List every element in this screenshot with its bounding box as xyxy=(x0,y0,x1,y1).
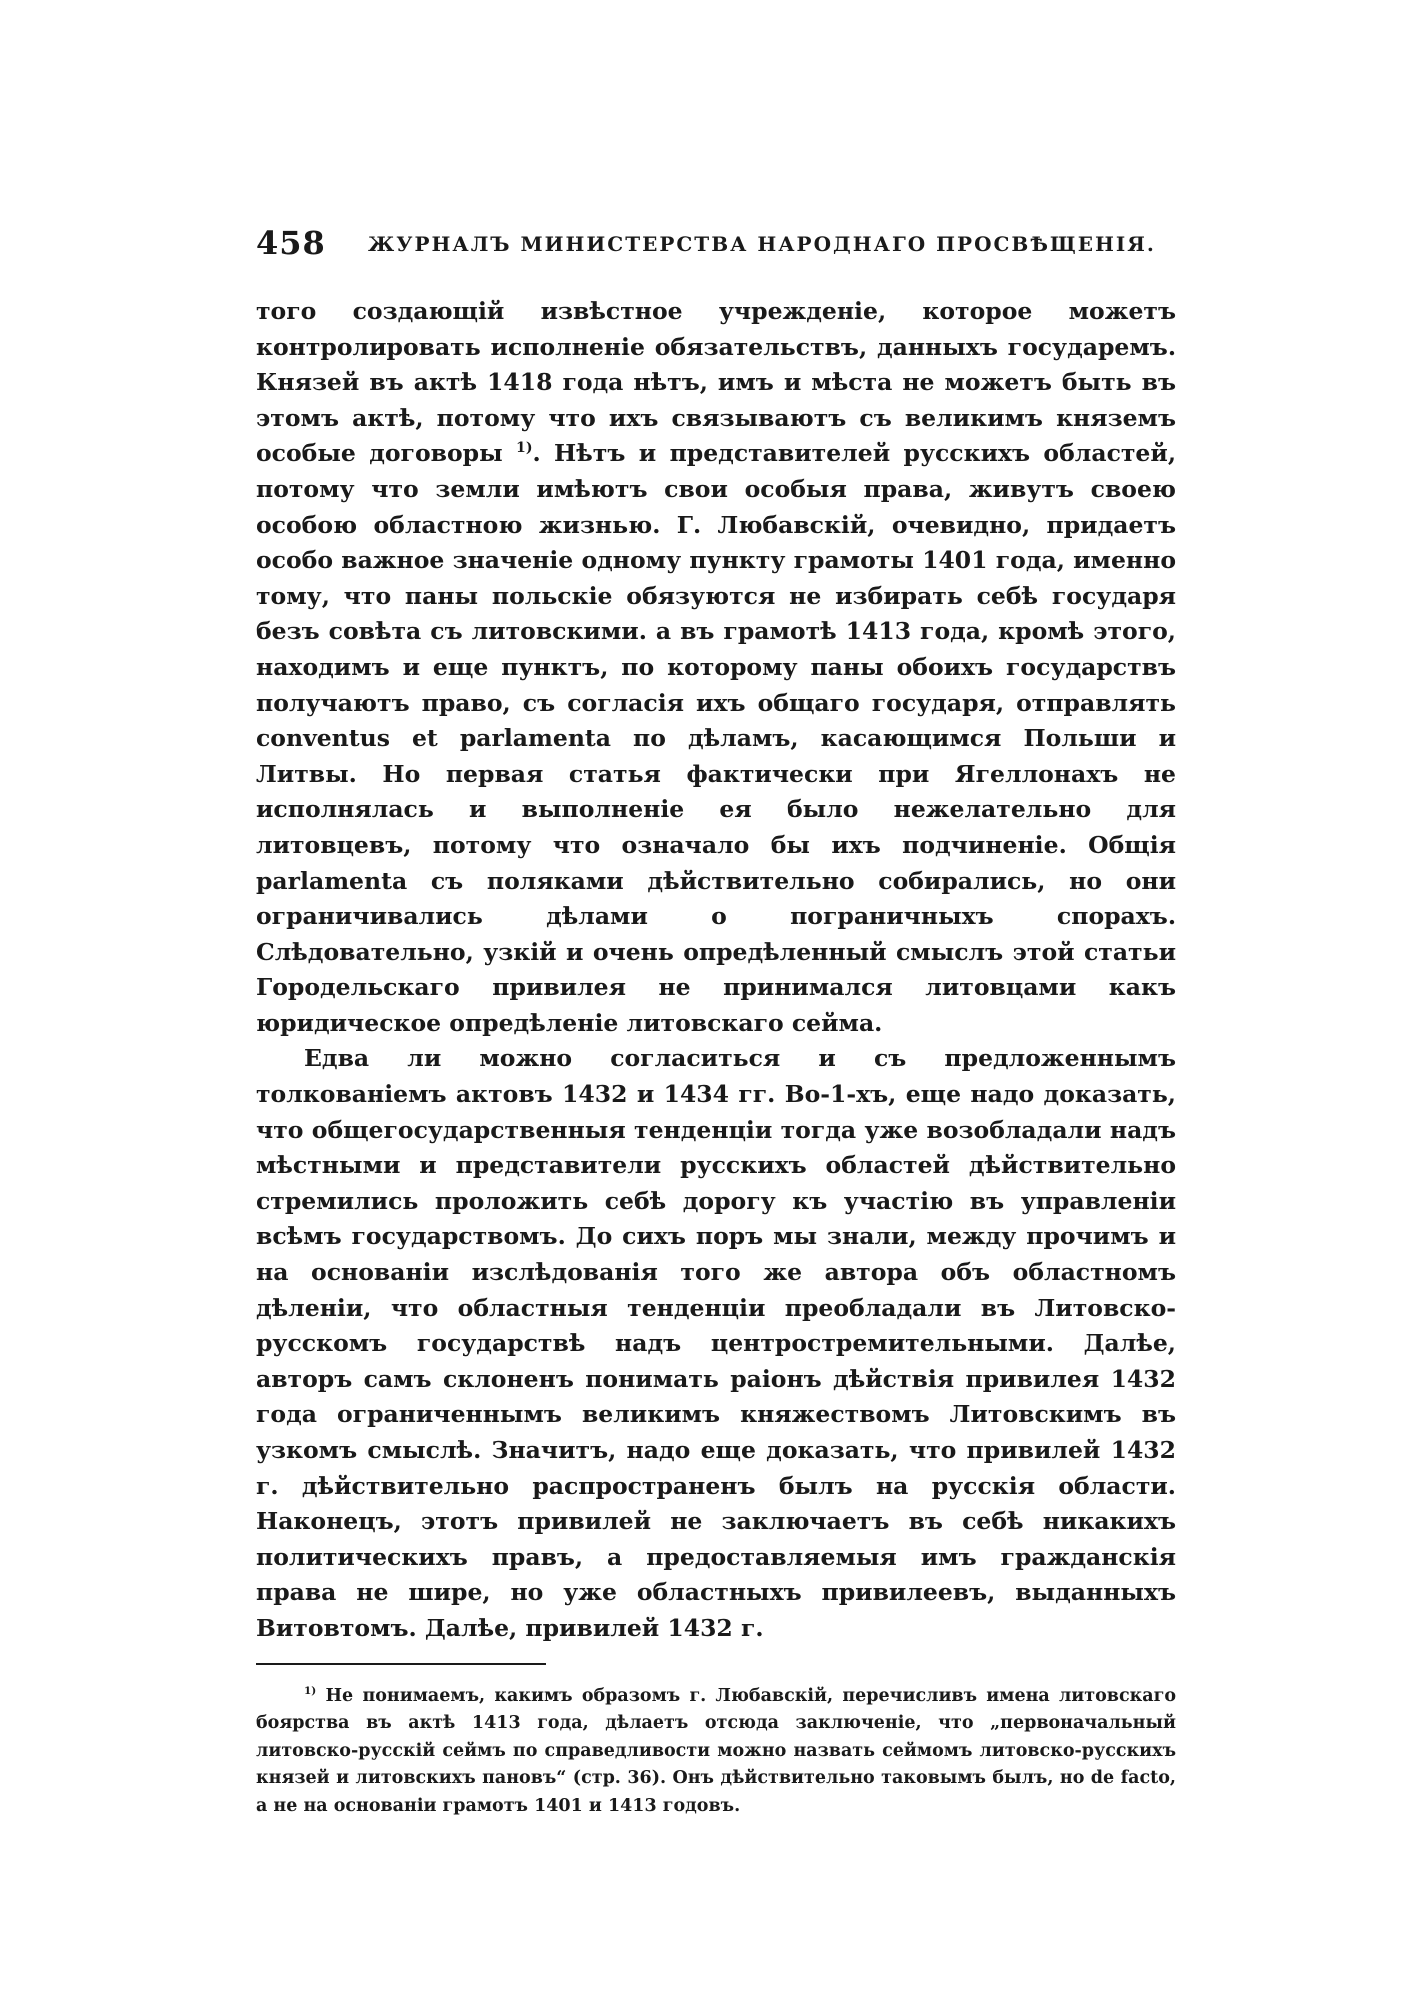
footnote-divider xyxy=(256,1663,546,1665)
paragraph-1-text: того создающій извѣстное учрежденіе, которое можетъ контролировать исполненіе обязательствъ, данныхъ государемъ. Князей въ актѣ 1418 года нѣтъ, имъ и мѣста не можетъ быть въ этомъ актѣ, потому что ихъ связываютъ съ великимъ княземъ особые договоры xyxy=(256,297,1176,468)
paragraph-2: Едва ли можно согласиться и съ предложеннымъ толкованіемъ актовъ 1432 и 1434 гг. Во-1-хъ, еще надо доказать, что общегосударственныя тенденціи тогда уже возобладали надъ мѣстными и представители русскихъ областей дѣйствительно стремились проложить себѣ дорогу къ участію въ управленіи всѣмъ государствомъ. До сихъ поръ мы знали, между прочимъ и на основаніи изслѣдованія того же автора объ областномъ дѣленіи, что областныя тенденціи преобладали въ Литовско-русскомъ государствѣ надъ центростремительными. Далѣе, авторъ самъ склоненъ понимать раіонъ дѣйствія привилея 1432 года ограниченнымъ великимъ княжествомъ Литовскимъ въ узкомъ смыслѣ. Значитъ, надо еще доказать, что привилей 1432 г. дѣйствительно распространенъ былъ на русскія области. Наконецъ, этотъ привилей не заключаетъ въ себѣ никакихъ политическихъ правъ, а предоставляемыя имъ гражданскія права не шире, но уже областныхъ привилеевъ, выданныхъ Витовтомъ. Далѣе, привилей 1432 г. xyxy=(256,1044,1176,1642)
body-text xyxy=(256,294,1176,1647)
page-number: 458 xyxy=(256,224,326,262)
paragraph-1-text-continued: . Нѣтъ и представителей русскихъ областей, потому что земли имѣютъ свои особыя права, живутъ своею особою областною жизнью. Г. Любавскій, очевидно, придаетъ особо важное значеніе одному пункту грамоты 1401 года, именно тому, что паны польскіе обязуются не избирать себѣ государя безъ совѣта съ литовскими. а въ грамотѣ 1413 года, кромѣ этого, находимъ и еще пунктъ, по которому паны обоихъ государствъ получаютъ право, съ согласія ихъ общаго государя, отправлять conventus et parlamenta по дѣламъ, касающимся Польши и Литвы. Но первая статья фактически при Ягеллонахъ не исполнялась и выполненіе ея было нежелательно для литовцевъ, потому что означало бы ихъ подчиненіе. Общія parlamenta съ поляками дѣйствительно собирались, но они ограничивались дѣлами о пограничныхъ спорахъ. Слѣдовательно, узкій и очень опредѣленный смыслъ этой статьи Городельскаго привилея не принимался литовцами какъ юридическое опредѣленіе литовскаго сейма. xyxy=(256,439,1176,1037)
paragraph-1 xyxy=(256,294,1176,1041)
footnote-reference: 1) xyxy=(516,440,533,457)
footnote-text: Не понимаемъ, какимъ образомъ г. Любавскій, перечисливъ имена литовскаго боярства въ актѣ 1413 года, дѣлаетъ отсюда заключеніе, что „первоначальный литовско-русскій сеймъ по справедливости можно назвать сеймомъ литовско-русскихъ князей и литовскихъ пановъ“ (стр. 36). Онъ дѣйствительно таковымъ былъ, но de facto, а не на основаніи грамотъ 1401 и 1413 годовъ. xyxy=(256,1685,1176,1816)
footnote-mark: 1) xyxy=(304,1684,317,1697)
page-header xyxy=(256,224,1176,268)
footnote xyxy=(256,1683,1176,1821)
page xyxy=(256,224,1176,1838)
running-title: ЖУРНАЛЪ МИНИСТЕРСТВА НАРОДНАГО ПРОСВѢЩЕНІЯ. xyxy=(368,232,1156,256)
